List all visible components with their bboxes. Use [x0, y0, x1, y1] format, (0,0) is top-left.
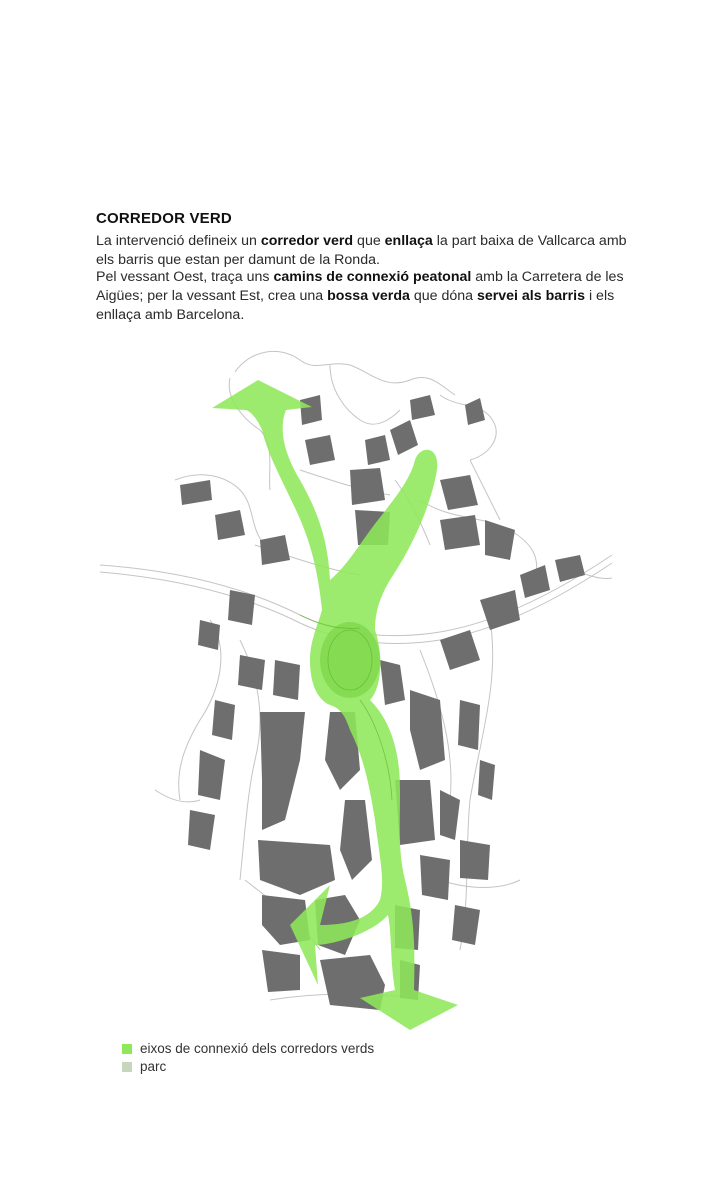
- paragraph-text: que dóna: [409, 288, 477, 304]
- paragraph-text: la part baixa de Vallcarca amb els barris que estan per damunt de la Ronda.: [96, 233, 627, 268]
- paragraph-text: amb la Carretera de les Aigües; per la vessant Est, crea una: [96, 269, 624, 304]
- paragraph-text: i els enllaça amb Barcelona.: [96, 288, 615, 323]
- paragraph-bold: camins de connexió peatonal: [273, 269, 472, 285]
- legend-label: eixos de connexió dels corredors verds: [140, 1041, 375, 1056]
- legend-item-park: [122, 1059, 166, 1074]
- paragraph-text: La intervenció defineix un: [96, 233, 261, 249]
- paragraph-text: que: [353, 233, 385, 249]
- legend-swatch-green: [122, 1044, 132, 1054]
- legend-swatch-park: [122, 1062, 132, 1072]
- paragraph-bold: corredor verd: [260, 233, 354, 249]
- park-oval: [320, 622, 380, 698]
- legend-item-corridor: [122, 1041, 374, 1056]
- paragraph-text: Pel vessant Oest, traça uns: [96, 269, 274, 285]
- paragraph-bold: servei als barris: [476, 288, 586, 304]
- paragraph-bold: enllaça: [384, 233, 433, 249]
- legend-label: parc: [140, 1059, 167, 1074]
- page-title: CORREDOR VERD: [96, 210, 232, 227]
- paragraph-bold: bossa verda: [327, 288, 410, 304]
